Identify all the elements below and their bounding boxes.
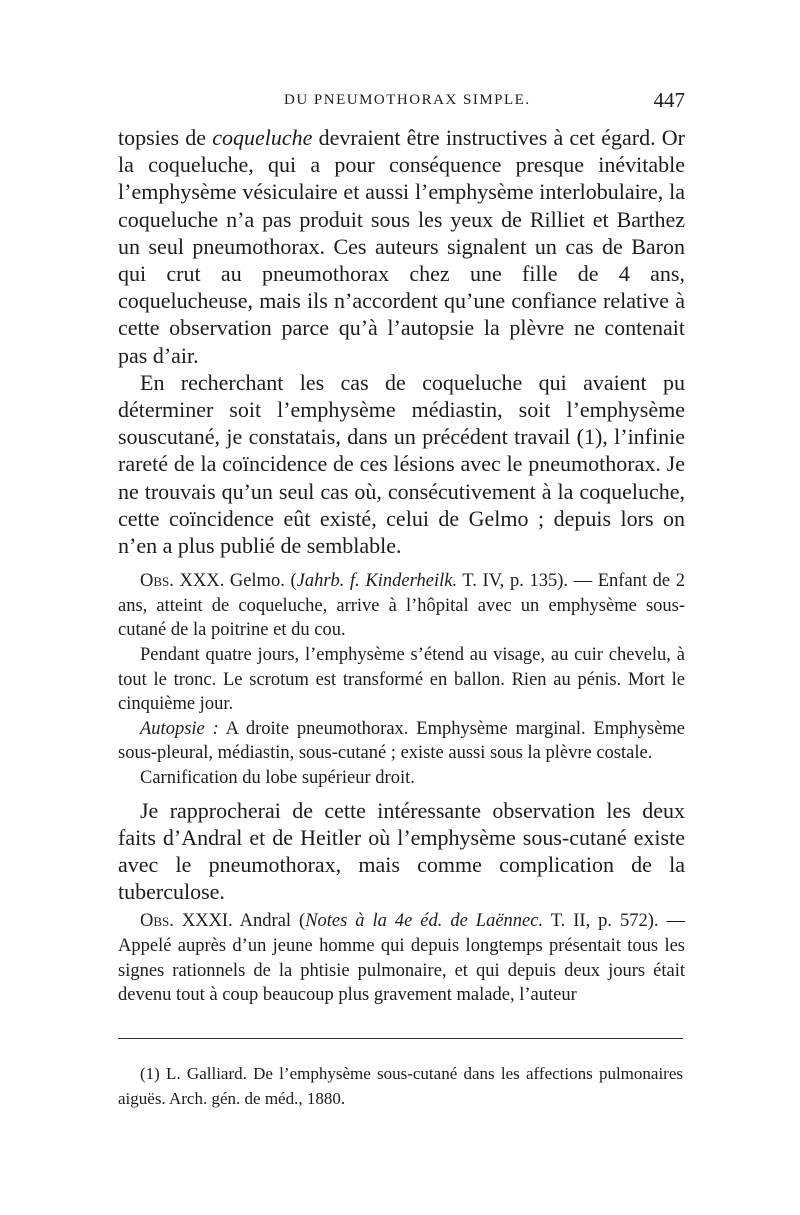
paragraph-2: En recherchant les cas de coqueluche qui avaient pu déterminer soit l’emphysème médiastin, soit l’emphysème souscutané, je constatais, dans un précédent travail (1), l’infinie rareté de la coïncidence de ces lésions avec le pneumothorax. Je ne trouvais qu’un seul cas où, consécutivement à la coqueluche, cette coïncidence eût existé, celui de Gelmo ; depuis lors on n’en a plus publié de semblable. bbox=[118, 369, 685, 559]
footnote: (1) L. Galliard. De l’emphysème sous-cutané dans les affections pulmonaires aiguës. Arch. gén. de méd., 1880. bbox=[118, 1064, 683, 1108]
autopsy-label: Autopsie : bbox=[140, 718, 219, 739]
observation-label: Obs. XXXI. bbox=[140, 911, 233, 932]
paragraph-1: topsies de coqueluche devraient être instructives à cet égard. Or la coqueluche, qui a pour conséquence presque inévitable l’emphysème vésiculaire et aussi l’emphysème interlobulaire, la coqueluche n’a pas produit sous les yeux de Rilliet et Barthez un seul pneumothorax. Ces auteurs signalent un cas de Baron qui crut au pneumothorax chez une fille de 4 ans, coquelucheuse, mais ils n’accordent qu’une confiance relative à cette observation parce qu’à l’autopsie la plèvre ne contenait pas d’air. bbox=[118, 125, 685, 368]
page-number: 447 bbox=[653, 88, 685, 112]
observation-label: Obs. XXX. bbox=[140, 571, 225, 592]
paragraph-3: Je rapprocherai de cette intéressante observation les deux faits d’Andral et de Heitler où l’emphysème sous-cutané existe avec le pneumothorax, mais comme complication de la tuberculose. bbox=[118, 797, 685, 905]
observation-31-intro: Obs. XXXI. Andral (Notes à la 4e éd. de Laënnec. T. II, p. 572). — Appelé auprès d’un jeune homme qui depuis longtemps présentait tous les signes rationnels de la phtisie pulmonaire, et qui depuis deux jours était devenu tout à coup beaucoup plus gravement malade, l’auteur bbox=[118, 911, 686, 1006]
observation-30-conclusion: Carnification du lobe supérieur droit. bbox=[140, 768, 415, 788]
journal-reference: Notes à la 4e éd. de Laënnec. bbox=[305, 911, 544, 932]
observation-30-autopsy: Autopsie : A droite pneumothorax. Emphysème marginal. Emphysème sous-pleural, médiastin, sous-cutané ; existe aussi sous la plèvre costale. bbox=[118, 718, 686, 764]
page-header bbox=[118, 88, 685, 118]
journal-reference: Jahrb. f. Kinderheilk. bbox=[296, 571, 458, 592]
italic-term: coqueluche bbox=[212, 125, 313, 150]
observation-31 bbox=[118, 909, 685, 1007]
main-text bbox=[118, 124, 685, 1016]
observation-30-intro: Obs. XXX. Gelmo. (Jahrb. f. Kinderheilk. T. IV, p. 135). — Enfant de 2 ans, atteint de coqueluche, arrive à l’hôpital avec un emphysème sous-cutané de la poitrine et du cou. bbox=[118, 571, 686, 641]
observation-30 bbox=[118, 569, 685, 790]
footnote-divider bbox=[118, 1038, 683, 1039]
running-title: DU PNEUMOTHORAX SIMPLE. bbox=[284, 92, 531, 108]
observation-30-course: Pendant quatre jours, l’emphysème s’étend au visage, au cuir chevelu, à tout le tronc. Le scrotum est transformé en ballon. Rien au pénis. Mort le cinquième jour. bbox=[118, 645, 685, 715]
